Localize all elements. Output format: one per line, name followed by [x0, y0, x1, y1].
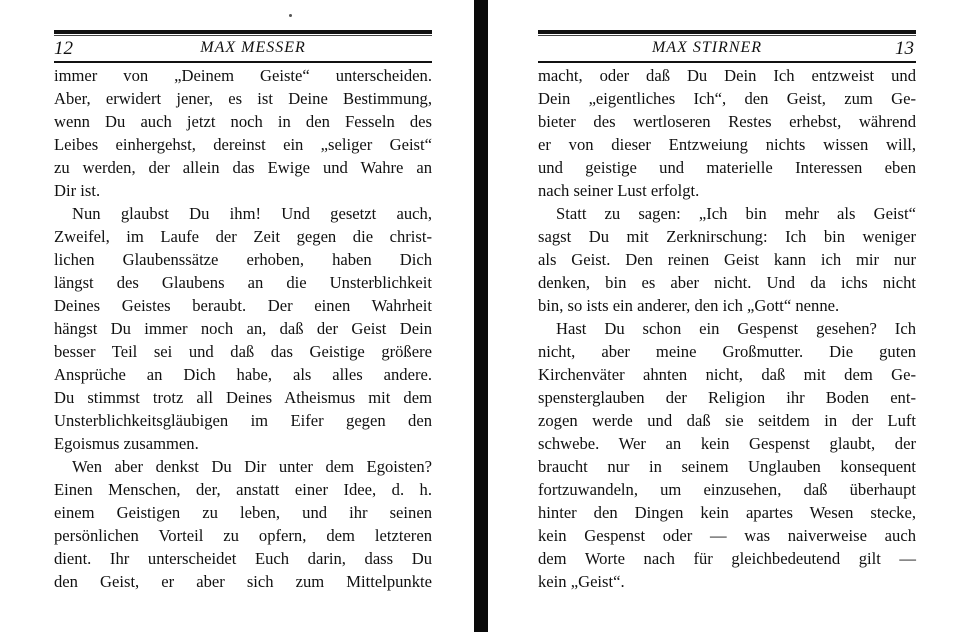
text-line: Zweifel, im Laufe der Zeit gegen die christ- — [54, 227, 432, 246]
text-line: einem Geistigen zu leben, und ihr seinen — [54, 503, 432, 522]
page-header — [54, 36, 432, 60]
text-line: Kirchenväter ahnten nicht, daß mit dem Ge- — [538, 365, 916, 384]
text-line: als Geist. Den reinen Geist kann ich mir nur — [538, 250, 916, 269]
text-line: Ansprüche an Dich habe, als alles andere. — [54, 365, 432, 384]
header-rule-bottom — [54, 61, 432, 63]
text-line: schwebe. Wer an kein Gespenst glaubt, der — [538, 434, 916, 453]
text-line: denken, bin es aber nicht. Und da ichs nicht — [538, 273, 916, 292]
text-line: hängst Du immer noch an, daß der Geist Dein — [54, 319, 432, 338]
running-head: MAX STIRNER — [651, 39, 763, 56]
text-line: den Geist, er aber sich zum Mittelpunkte — [54, 572, 432, 591]
text-line: macht, oder daß Du Dein Ich entzweist und — [538, 66, 916, 85]
text-line: besser Teil sei und daß das Geistige größere — [54, 342, 432, 361]
text-line: nicht, aber meine Großmutter. Die guten — [538, 342, 916, 361]
text-line: Leibes einhergehst, dereinst ein „seliger Geist“ — [54, 135, 432, 154]
header-rule-bottom — [538, 61, 916, 63]
text-line: lichen Glaubenssätze erhoben, haben Dich — [54, 250, 432, 269]
text-line: braucht nur in seinem Unglauben konsequent — [538, 457, 916, 476]
text-line: wenn Du auch jetzt noch in den Fesseln des — [54, 112, 432, 131]
text-line: sagst Du mit Zerknirschung: Ich bin weniger — [538, 227, 916, 246]
text-line: Einen Menschen, der, anstatt einer Idee, d. h. — [54, 480, 432, 499]
text-line: dient. Ihr unterscheidet Euch darin, dass Du — [54, 549, 432, 568]
page-number: 12 — [54, 38, 73, 59]
text-line: Hast Du schon ein Gespenst gesehen? Ich — [556, 319, 916, 338]
text-line: Aber, erwidert jener, es ist Deine Bestimmung, — [54, 89, 432, 108]
text-line: Dein „eigentliches Ich“, den Geist, zum Ge- — [538, 89, 916, 108]
text-line: Unsterblichkeitsgläubigen im Eifer gegen den — [54, 411, 432, 430]
text-line: zu werden, der allein das Ewige und Wahre an — [54, 158, 432, 177]
header-rule-top — [538, 30, 916, 34]
page-body — [54, 64, 432, 593]
book-spine-gutter — [474, 0, 488, 632]
text-line: bieter des wertloseren Restes erhebst, während — [538, 112, 916, 131]
text-line: nach seiner Lust erfolgt. — [538, 181, 700, 200]
text-line: Nun glaubst Du ihm! Und gesetzt auch, — [72, 204, 432, 223]
text-line: Deines Geistes beraubt. Der einen Wahrheit — [54, 296, 432, 315]
text-line: fortzuwandeln, um einzusehen, daß überhaupt — [538, 480, 916, 499]
text-line: Du stimmst trotz all Deines Atheismus mit dem — [54, 388, 432, 407]
text-line: spensterglauben der Religion ihr Boden ent- — [538, 388, 916, 407]
text-line: und geistige und materielle Interessen eben — [538, 158, 916, 177]
text-line: kein „Geist“. — [538, 572, 625, 591]
page-header — [538, 36, 916, 60]
left-page — [54, 0, 432, 632]
text-line: immer von „Deinem Geiste“ unterscheiden. — [54, 66, 432, 85]
header-rule-top — [54, 30, 432, 34]
text-line: längst des Glaubens an die Unsterblichkeit — [54, 273, 432, 292]
right-page — [538, 0, 916, 632]
running-head: MAX MESSER — [200, 39, 306, 56]
text-line: Statt zu sagen: „Ich bin mehr als Geist“ — [556, 204, 916, 223]
page-number: 13 — [895, 38, 914, 59]
text-line: Wen aber denkst Du Dir unter dem Egoisten? — [72, 457, 432, 476]
text-line: dem Worte nach für gleichbedeutend gilt — — [538, 549, 916, 568]
text-line: zogen werde und daß sie seitdem in der Luft — [538, 411, 916, 430]
text-line: persönlichen Vorteil zu opfern, dem letzteren — [54, 526, 432, 545]
text-line: bin, so ists ein anderer, den ich „Gott“ nenne. — [538, 296, 840, 315]
text-line: hinter den Dingen kein apartes Wesen stecke, — [538, 503, 916, 522]
text-line: kein Gespenst oder — was naiverweise auch — [538, 526, 916, 545]
text-line: Egoismus zusammen. — [54, 434, 199, 453]
page-body — [538, 64, 916, 593]
text-line: er von dieser Entzweiung nichts wissen will, — [538, 135, 916, 154]
text-line: Dir ist. — [54, 181, 101, 200]
